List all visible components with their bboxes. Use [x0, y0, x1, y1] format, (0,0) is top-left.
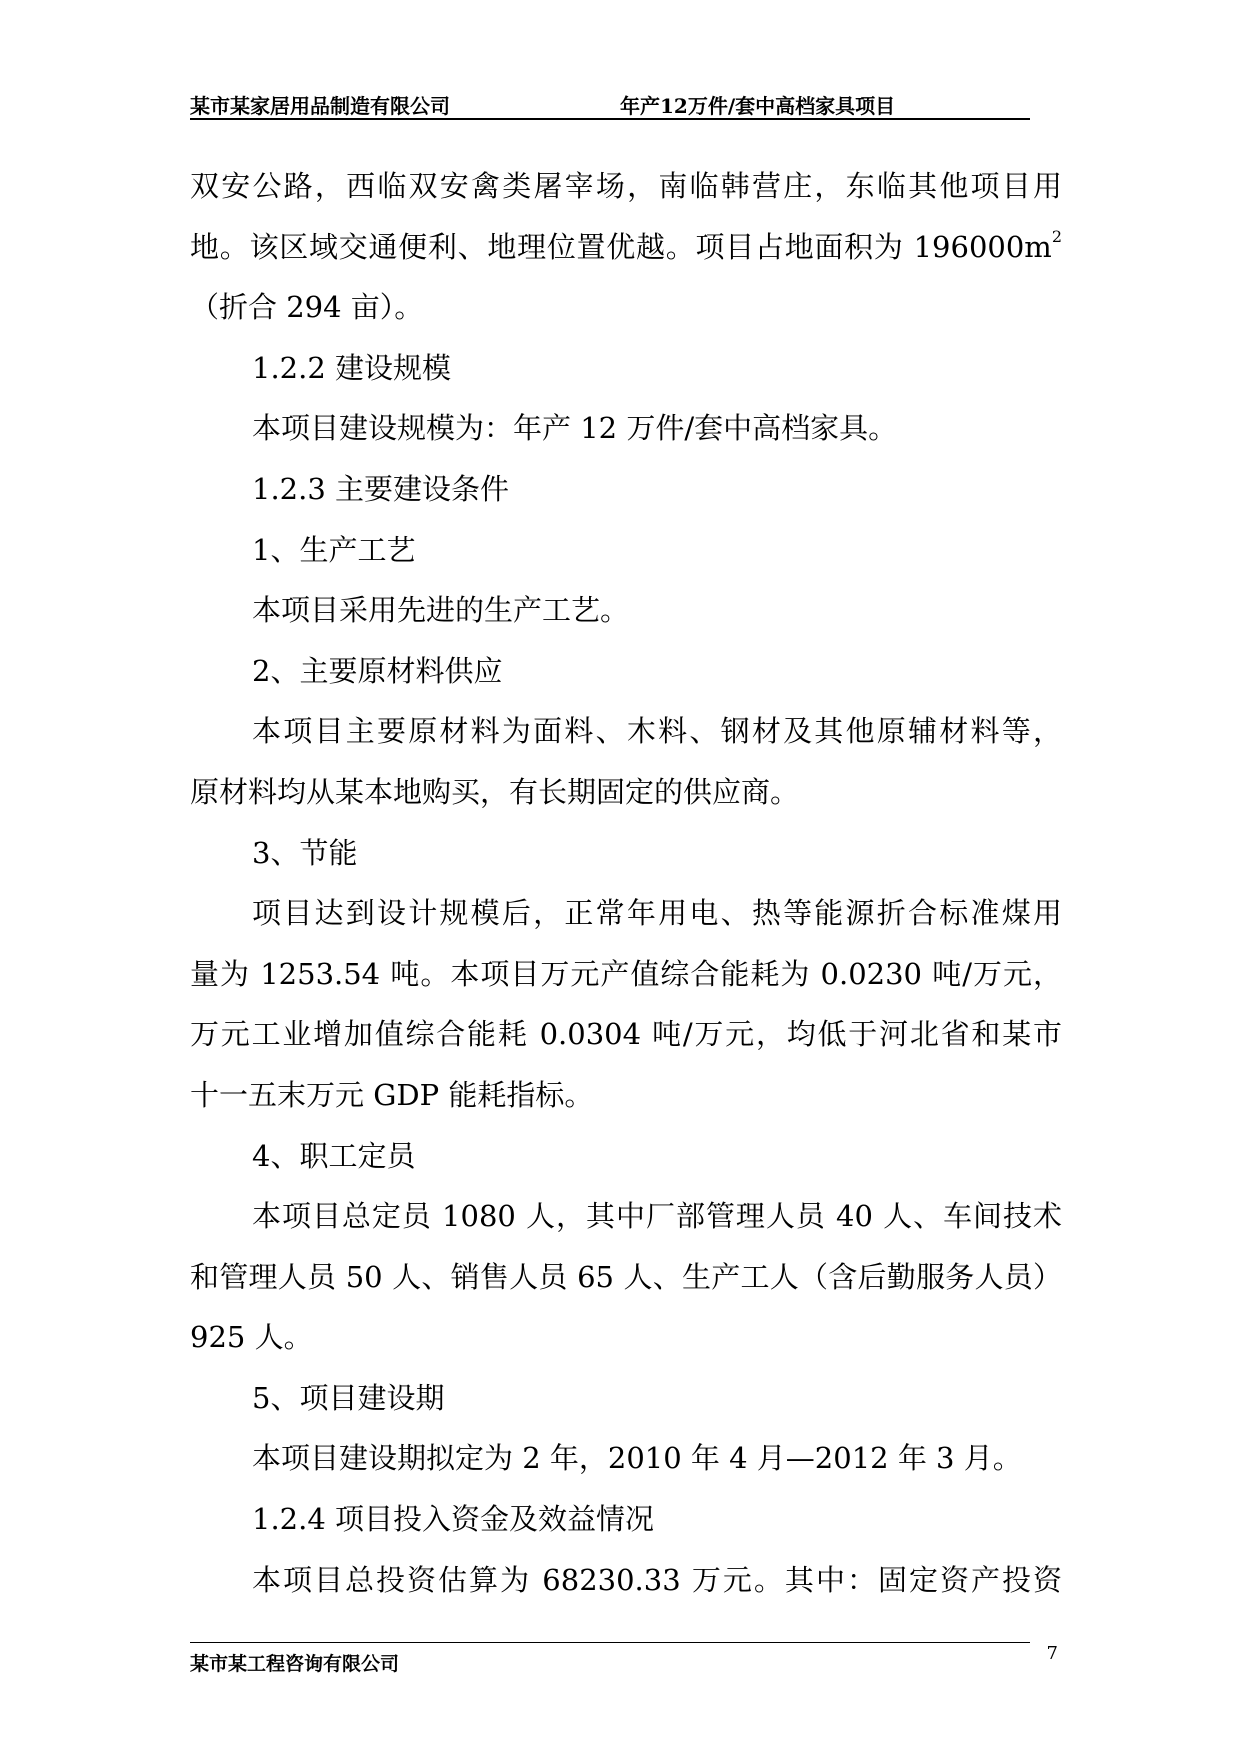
subheading-raw-materials: 2、主要原材料供应	[252, 653, 503, 688]
section-heading-1-2-2: 1.2.2 建设规模	[252, 350, 452, 385]
header-project-title: 年产12万件/套中高档家具项目	[620, 94, 896, 118]
paragraph-line: 万元工业增加值综合能耗 0.0304 吨/万元，均低于河北省和某市	[190, 1017, 1062, 1052]
page-footer	[190, 1642, 1058, 1679]
paragraph-line	[190, 217, 1062, 278]
paragraph-text: 地。该区域交通便利、地理位置优越。项目占地面积为 196000m	[190, 229, 1052, 264]
page-header	[190, 84, 1030, 120]
section-heading-1-2-4: 1.2.4 项目投入资金及效益情况	[252, 1502, 655, 1537]
paragraph-line: 本项目总定员 1080 人，其中厂部管理人员 40 人、车间技术	[252, 1199, 1062, 1234]
paragraph-line: 本项目建设期拟定为 2 年，2010 年 4 月—2012 年 3 月。	[252, 1441, 1022, 1476]
paragraph-line: 和管理人员 50 人、销售人员 65 人、生产工人（含后勤服务人员）	[190, 1259, 1062, 1294]
paragraph-line: 925 人。	[190, 1320, 313, 1355]
document-body	[190, 156, 1062, 1610]
subheading-production-process: 1、生产工艺	[252, 532, 416, 567]
paragraph-line: （折合 294 亩）。	[190, 290, 424, 325]
paragraph-line: 双安公路，西临双安禽类屠宰场，南临韩营庄，东临其他项目用	[190, 169, 1062, 203]
paragraph-line: 本项目主要原材料为面料、木料、钢材及其他原辅材料等，	[252, 714, 1062, 749]
paragraph-line: 项目达到设计规模后，正常年用电、热等能源折合标准煤用	[252, 896, 1062, 931]
paragraph-line: 本项目采用先进的生产工艺。	[252, 593, 630, 628]
subheading-construction-period: 5、项目建设期	[252, 1380, 445, 1415]
paragraph-line: 原材料均从某本地购买，有长期固定的供应商。	[190, 774, 800, 809]
superscript: 2	[1051, 226, 1062, 246]
section-heading-1-2-3: 1.2.3 主要建设条件	[252, 471, 510, 506]
paragraph-line: 量为 1253.54 吨。本项目万元产值综合能耗为 0.0230 吨/万元，	[190, 956, 1062, 991]
page-number: 7	[1046, 1643, 1058, 1664]
paragraph-line: 十一五末万元 GDP 能耗指标。	[190, 1077, 594, 1112]
paragraph-line: 本项目建设规模为：年产 12 万件/套中高档家具。	[252, 411, 898, 446]
subheading-staffing: 4、职工定员	[252, 1138, 416, 1173]
paragraph-line: 本项目总投资估算为 68230.33 万元。其中：固定资产投资	[252, 1562, 1062, 1597]
header-company-name: 某市某家居用品制造有限公司	[190, 94, 450, 118]
subheading-energy-saving: 3、节能	[252, 835, 358, 870]
footer-company-name: 某市某工程咨询有限公司	[190, 1653, 400, 1675]
